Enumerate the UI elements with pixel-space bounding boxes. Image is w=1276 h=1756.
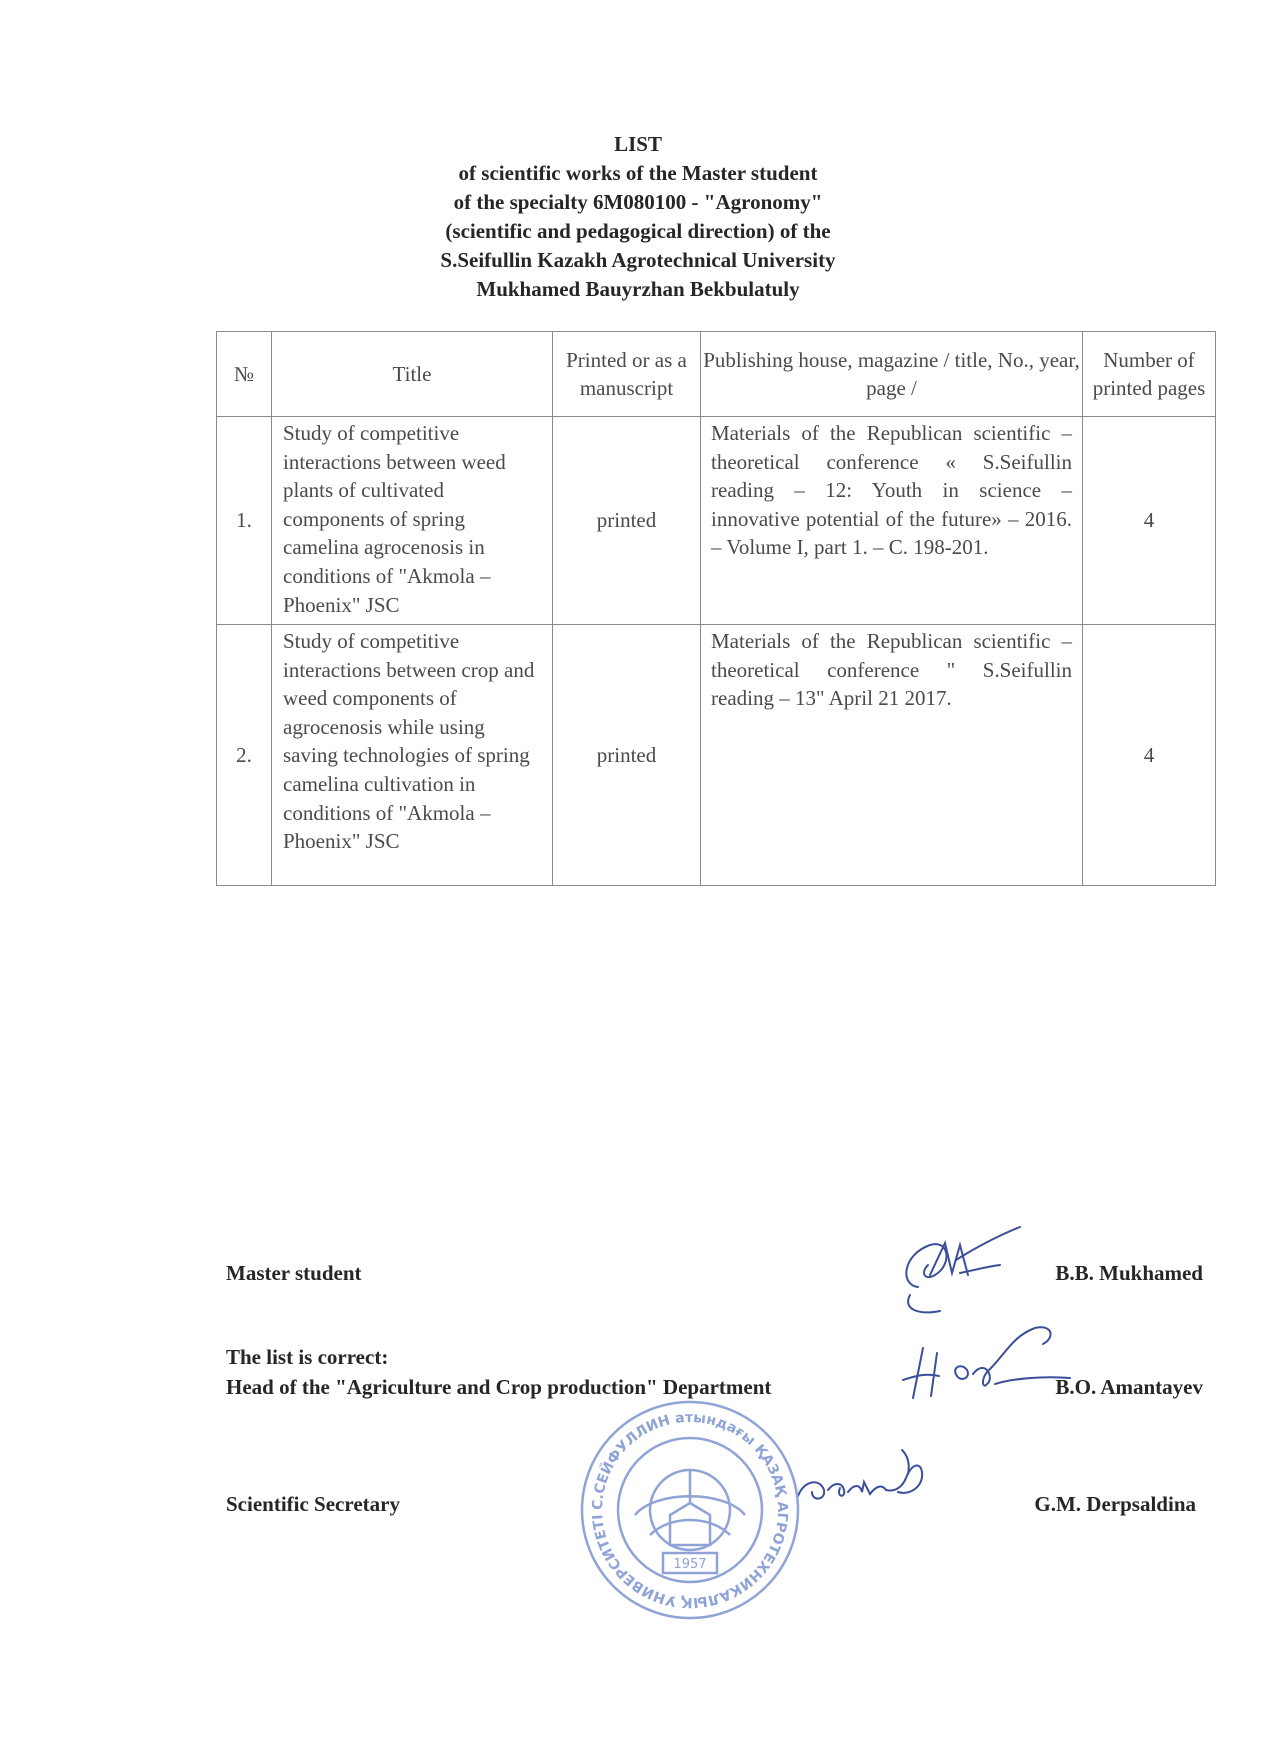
svg-text:С.СЕЙФУЛЛИН атындағы ҚАЗАҚ АГР xyxy=(590,1410,790,1610)
heading-student-name: Mukhamed Bauyrzhan Bekbulatuly xyxy=(476,277,800,301)
header-printed: Printed or as a manuscript xyxy=(553,332,701,417)
row-pages: 4 xyxy=(1083,625,1216,886)
row-title: Study of competitive interactions between weed plants of cultivated components of spring camelina agrocenosis in conditions of "Akmola – Phoenix" JSC xyxy=(272,417,553,625)
heading-line-5: S.Seifullin Kazakh Agrotechnical University xyxy=(440,248,836,272)
header-number: № xyxy=(217,332,272,417)
heading-line-4: (scientific and pedagogical direction) of the xyxy=(445,219,831,243)
table-row xyxy=(217,417,1216,625)
row-printed: printed xyxy=(553,417,701,625)
scientific-secretary-label: Scientific Secretary xyxy=(226,1492,400,1516)
row-publisher: Materials of the Republican scientific – theoretical conference « S.Seifullin reading – 12: Youth in science – innovative potential of the future» – 2016. – Volume I, part 1. – C. 198-201. xyxy=(701,417,1083,625)
scientific-secretary-signature xyxy=(790,1430,940,1510)
master-student-label: Master student xyxy=(226,1261,362,1285)
table-row xyxy=(217,625,1216,886)
master-student-signature xyxy=(890,1215,1040,1325)
master-student-name: B.B. Mukhamed xyxy=(1055,1261,1203,1285)
head-of-department-label: Head of the "Agriculture and Crop production" Department xyxy=(226,1375,772,1399)
document-heading xyxy=(0,130,1276,304)
list-correct-label: The list is correct: xyxy=(226,1345,389,1369)
row-printed: printed xyxy=(553,625,701,886)
scientific-secretary-name: G.M. Derpsaldina xyxy=(1034,1492,1196,1516)
head-of-department-signature xyxy=(895,1318,1095,1413)
header-title: Title xyxy=(272,332,553,417)
row-number: 2. xyxy=(217,625,272,886)
row-title: Study of competitive interactions between crop and weed components of agrocenosis while using saving technologies of spring camelina cultivation in conditions of "Akmola – Phoenix" JSC xyxy=(272,625,553,886)
table-header-row xyxy=(217,332,1216,417)
head-of-department-name: B.O. Amantayev xyxy=(1055,1375,1203,1399)
stamp-year: 1957 xyxy=(673,1557,707,1572)
heading-line-3: of the specialty 6M080100 - "Agronomy" xyxy=(453,190,823,214)
row-publisher: Materials of the Republican scientific – theoretical conference " S.Seifullin reading – 13" April 21 2017. xyxy=(701,625,1083,886)
university-stamp xyxy=(575,1395,805,1625)
heading-list: LIST xyxy=(614,132,662,156)
row-number: 1. xyxy=(217,417,272,625)
heading-line-2: of scientific works of the Master student xyxy=(458,161,818,185)
row-pages: 4 xyxy=(1083,417,1216,625)
works-table xyxy=(216,331,1216,886)
header-publisher: Publishing house, magazine / title, No., year, page / xyxy=(701,332,1083,417)
stamp-ring-text: С.СЕЙФУЛЛИН атындағы ҚАЗАҚ АГРОТЕХНИКАЛЫҚ УНИВЕРСИТЕТІ xyxy=(589,1409,791,1611)
header-pages: Number of printed pages xyxy=(1083,332,1216,417)
